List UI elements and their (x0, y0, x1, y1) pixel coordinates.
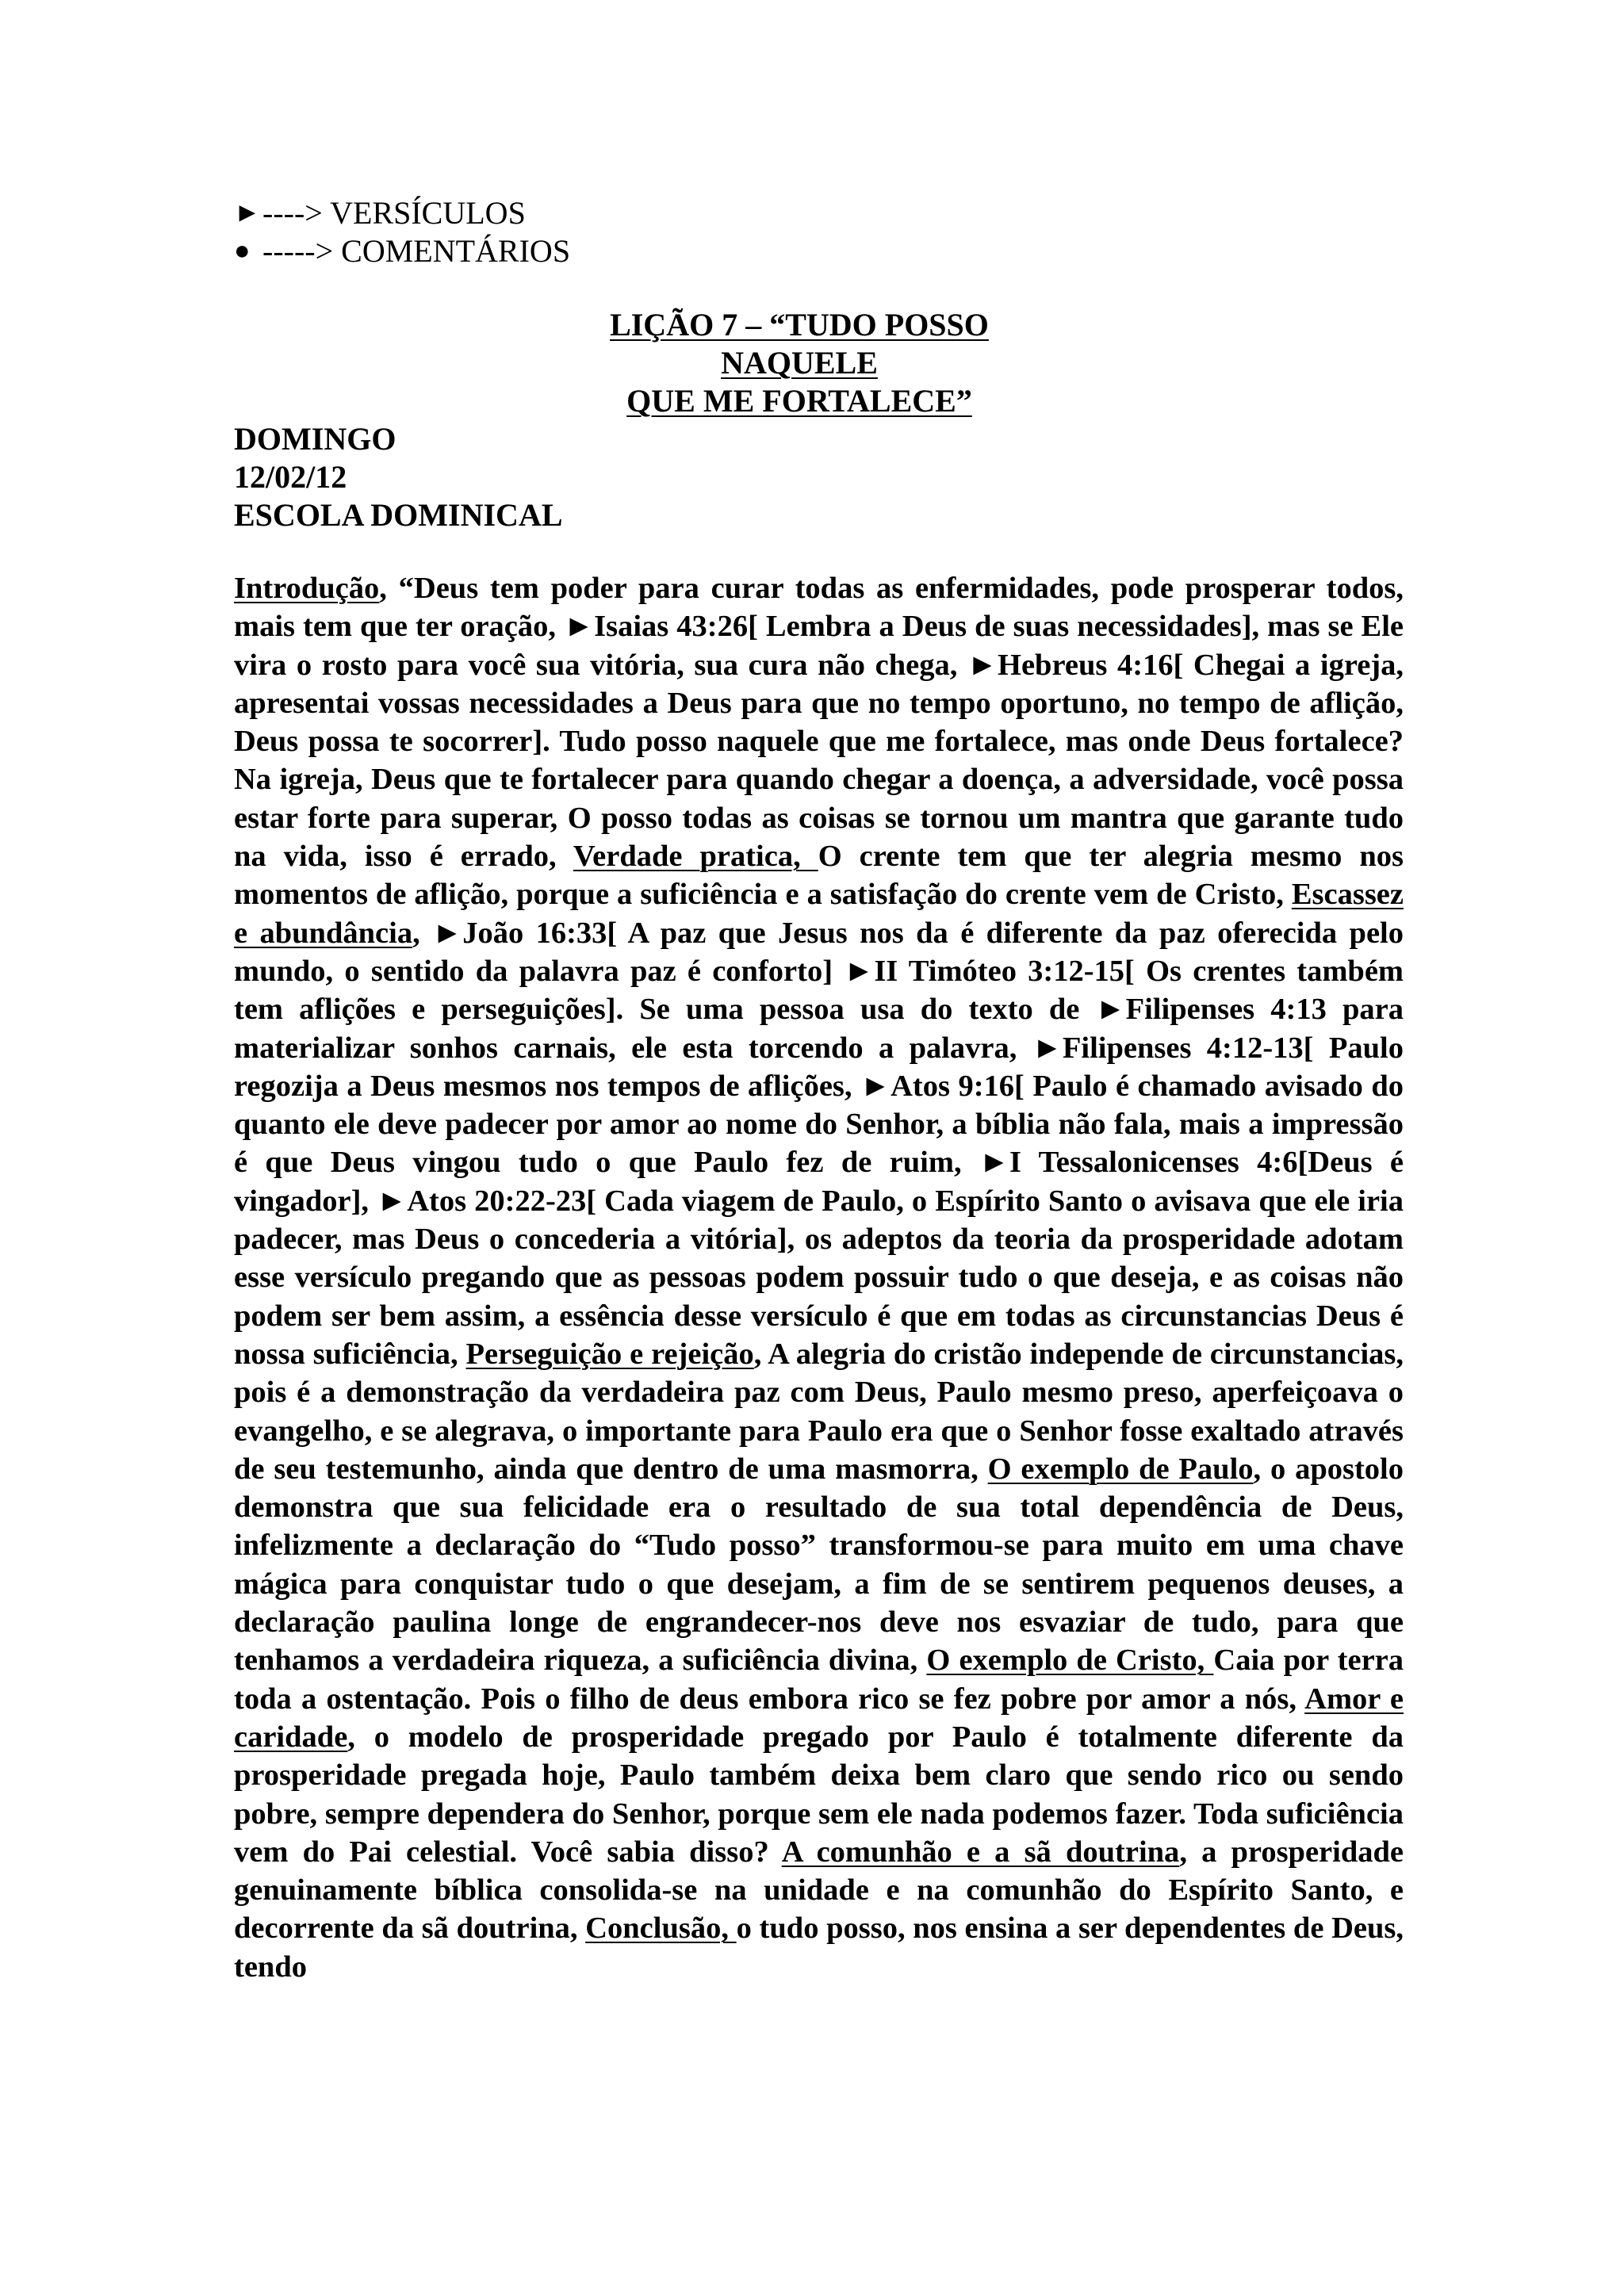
paragraph-text: Caia por terra toda a ostentação. Pois o filho de deus embora rico se fez pobre por amor a nós, (234, 1644, 1404, 1716)
section-heading: Perseguição e rejeição (465, 1337, 754, 1371)
right-arrow-icon: ► (234, 198, 261, 228)
section-heading: A comunhão e a sã doutrina (781, 1835, 1180, 1869)
paragraph-text: , A alegria do cristão independe de circunstancias, pois é a demonstração da verdadeira paz com Deus, Paulo mesmo preso, aperfeiçoava o evangelho, e se alegrava, o importante para Paulo era que o Senhor fosse exaltado através de seu testemunho, ainda que dentro de uma masmorra, (234, 1337, 1404, 1486)
section-heading: O exemplo de Paulo (987, 1452, 1254, 1486)
day-label: DOMINGO (234, 421, 396, 457)
section-heading: Escassez e abundância (234, 878, 1404, 950)
section-heading: Introdução (234, 572, 380, 605)
lesson-title-line-2: QUE ME FORTALECE” (626, 383, 972, 419)
paragraph-text: , o apostolo demonstra que sua felicidade era o resultado de sua total dependência de Deus, infelizmente a declaração do “Tudo posso” transformou-se para muito em uma chave mágica para conquistar tudo o que desejam, a fim de se sentirem pequenos deuses, a declaração paulina longe de engrandecer-nos deve nos esvaziar de tudo, para que tenhamos a verdadeira riqueza, a suficiência divina, (234, 1452, 1404, 1678)
legend-label-comments: -----> COMENTÁRIOS (262, 233, 571, 269)
legend (234, 194, 570, 270)
section-heading: O exemplo de Cristo, (926, 1644, 1214, 1678)
school-label: ESCOLA DOMINICAL (234, 497, 563, 533)
paragraph-text: , o modelo de prosperidade pregado por Paulo é totalmente diferente da prosperidade pregada hoje, Paulo também deixa bem claro que sendo rico ou sendo pobre, sempre dependera do Senhor, porque sem ele nada podemos fazer. Toda suficiência vem do Pai celestial. Você sabia disso? (234, 1720, 1404, 1869)
section-heading: Conclusão, (585, 1911, 737, 1946)
date-label: 12/02/12 (234, 459, 347, 495)
bullet-icon: ● (234, 236, 251, 266)
lesson-title-line-1: LIÇÃO 7 – “TUDO POSSO NAQUELE (610, 307, 989, 381)
lesson-body-paragraph (234, 569, 1404, 1986)
section-heading: Verdade pratica, (573, 840, 818, 874)
paragraph-text: o tudo posso, nos ensina a ser dependentes de Deus, tendo (234, 1911, 1404, 1984)
paragraph-text: , a prosperidade genuinamente bíblica consolida-se na unidade e na comunhão do Espírito Santo, e decorrente da sã doutrina, (234, 1835, 1404, 1946)
paragraph-text: , ►João 16:33[ A paz que Jesus nos da é diferente da paz oferecida pelo mundo, o sentido da palavra paz é conforto] ►II Timóteo 3:12-15[ Os crentes também tem aflições e perseguições]. Se uma pessoa usa do texto de ►Filipenses 4:13 para materializar sonhos carnais, ele esta torcendo a palavra, ►Filipenses 4:12-13[ Paulo regozija a Deus mesmos nos tempos de aflições, ►Atos 9:16[ Paulo é chamado avisado do quanto ele deve padecer por amor ao nome do Senhor, a bíblia não fala, mais a impressão é que Deus vingou tudo o que Paulo fez de ruim, ►I Tessalonicenses 4:6[Deus é vingador], ►Atos 20:22-23[ Cada viagem de Paulo, o Espírito Santo o avisava que ele iria padecer, mas Deus o concederia a vitória], os adeptos da teoria da prosperidade adotam esse versículo pregando que as pessoas podem possuir tudo o que deseja, e as coisas não podem ser bem assim, a essência desse versículo é que em todas as circunstancias Deus é nossa suficiência, (234, 916, 1404, 1371)
date-block (234, 420, 563, 534)
legend-row-verses (234, 194, 570, 232)
paragraph-text: O crente tem que ter alegria mesmo nos momentos de aflição, porque a suficiência e a satisfação do crente vem de Cristo, (234, 840, 1404, 912)
paragraph-text: , “Deus tem poder para curar todas as enfermidades, pode prosperar todos, mais tem que ter oração, ►Isaias 43:26[ Lembra a Deus de suas necessidades], mas se Ele vira o rosto para você sua vitória, sua cura não chega, ►Hebreus 4:16[ Chegai a igreja, apresentai vossas necessidades a Deus para que no tempo oportuno, no tempo de aflição, Deus possa te socorrer]. Tudo posso naquele que me fortalece, mas onde Deus fortalece? Na igreja, Deus que te fortalecer para quando chegar a doença, a adversidade, você possa estar forte para superar, O posso todas as coisas se tornou um mantra que garante tudo na vida, isso é errado, (234, 572, 1404, 874)
legend-row-comments (234, 232, 570, 270)
legend-label-verses: ----> VERSÍCULOS (262, 195, 526, 231)
section-heading: Amor e caridade (234, 1682, 1404, 1754)
lesson-title (529, 306, 1070, 420)
